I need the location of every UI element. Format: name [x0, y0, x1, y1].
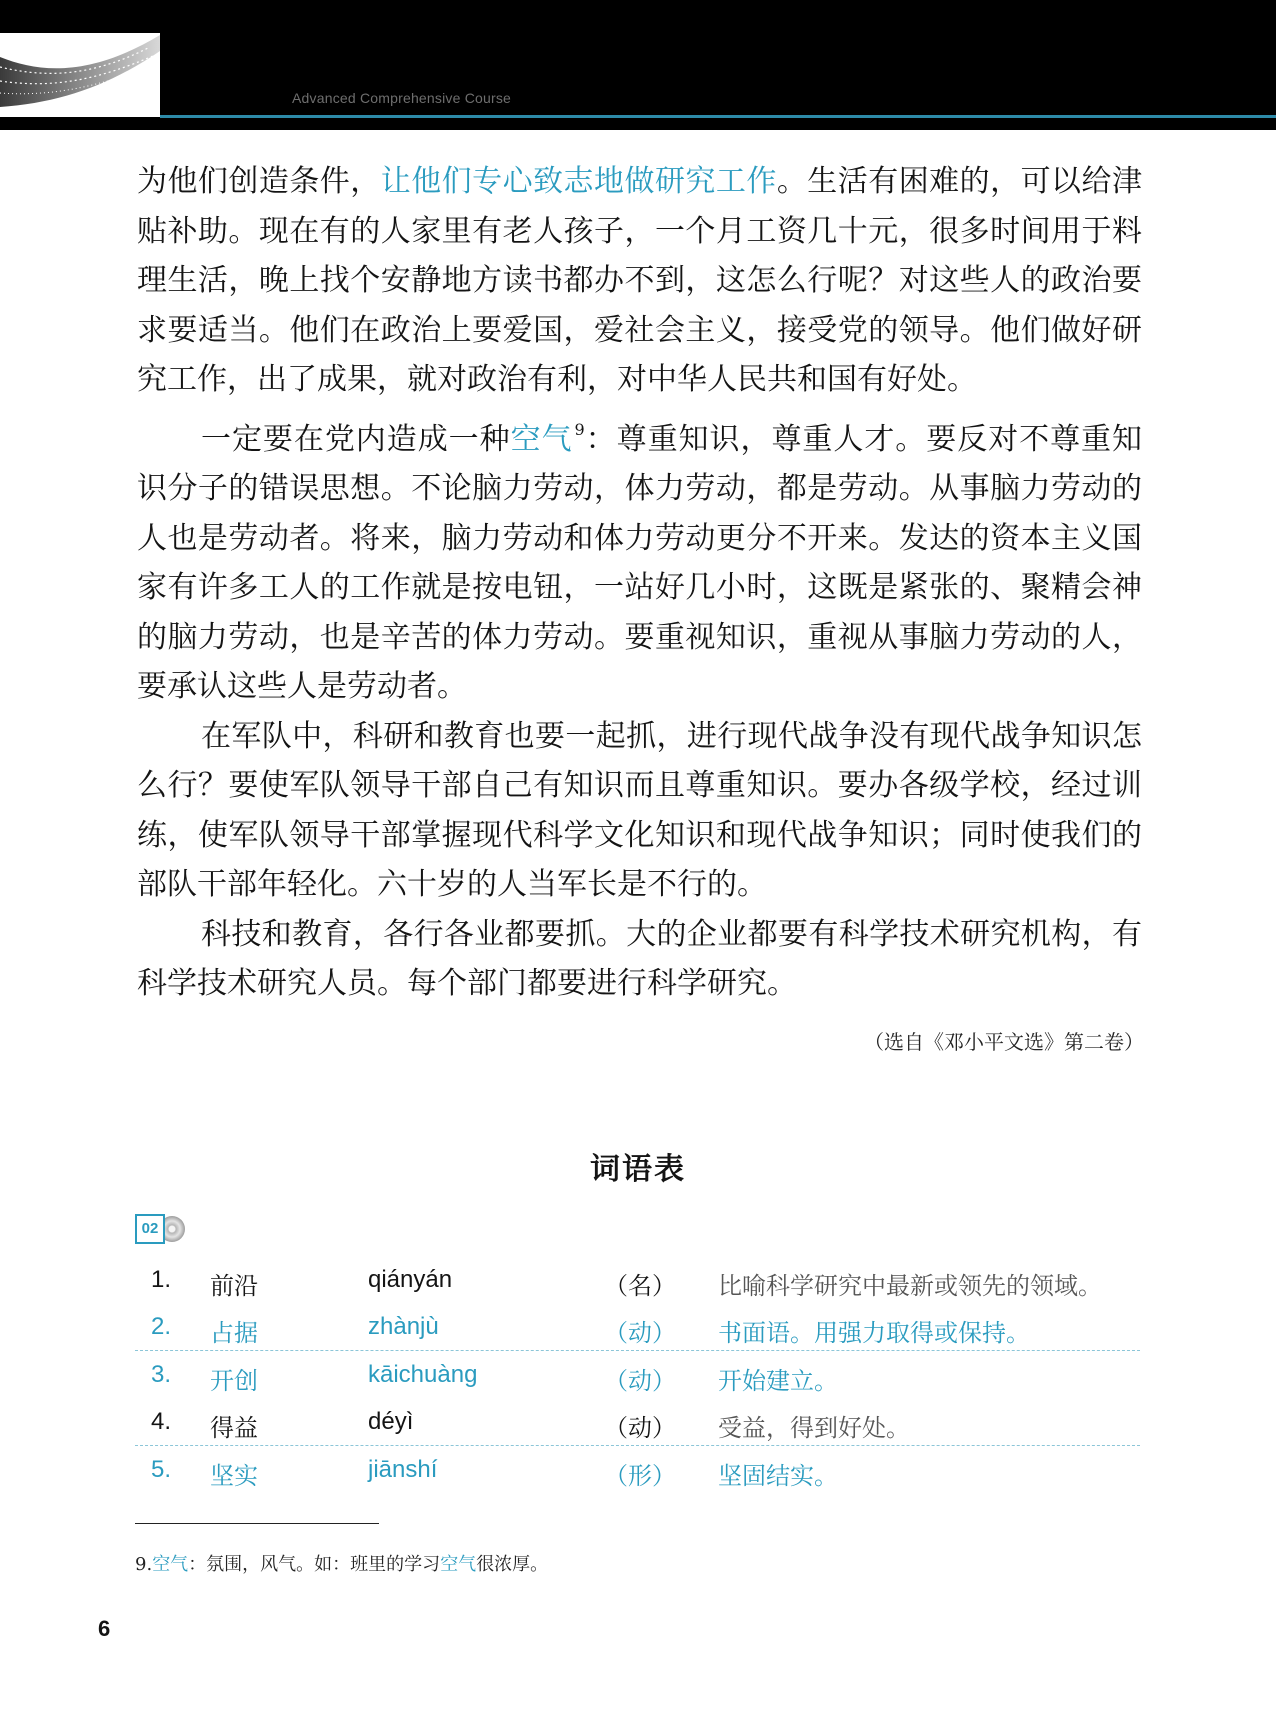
text-segment: 一定要在党内造成一种 — [201, 421, 511, 457]
footnote-example-end: 很浓厚。 — [476, 1554, 549, 1575]
paragraph-3 — [137, 712, 1142, 910]
vocab-row — [135, 1446, 1140, 1493]
audio-track-badge[interactable] — [135, 1214, 193, 1244]
highlighted-term: 空气 — [510, 421, 573, 457]
vocab-word: 开创 — [210, 1367, 258, 1395]
header-subtitle: Advanced Comprehensive Course — [292, 90, 512, 106]
vocab-part-of-speech: （动） — [604, 1414, 676, 1442]
vocab-definition: 书面语。用强力取得或保持。 — [718, 1319, 1030, 1347]
vocab-number: 5. — [151, 1456, 172, 1483]
text-segment: ：尊重知识，尊重人才。要反对不尊重知识分子的错误思想。不论脑力劳动，体力劳动，都是劳动。从事脑力劳动的人也是劳动者。将来，脑力劳动和体力劳动更分不开来。发达的资本主义国家有许多工人的工作就是按电钮，一站好几小时，这既是紧张的、聚精会神的脑力劳动，也是辛苦的体力劳动。要重视知识，重视从事脑力劳动的人，要承认这些人是劳动者。 — [137, 421, 1143, 704]
vocab-part-of-speech: （动） — [604, 1319, 676, 1347]
vocab-part-of-speech: （名） — [604, 1272, 676, 1300]
vocab-number: 4. — [151, 1408, 172, 1435]
vocab-row — [135, 1398, 1140, 1446]
vocab-pinyin: zhànjù — [368, 1313, 439, 1340]
source-citation: （选自《邓小平文选》第二卷） — [864, 1030, 1144, 1054]
footnote-term: 空气 — [152, 1554, 189, 1575]
vocab-pinyin: kāichuàng — [368, 1361, 478, 1388]
article-body — [137, 157, 1142, 1009]
vocab-word: 占据 — [210, 1319, 258, 1347]
vocab-number: 2. — [151, 1313, 172, 1340]
vocab-definition: 坚固结实。 — [718, 1462, 838, 1490]
track-number: 02 — [135, 1214, 165, 1244]
vocab-part-of-speech: （形） — [604, 1462, 676, 1490]
highlighted-phrase: 让他们专心致志地做研究工作 — [380, 164, 777, 199]
header-bar — [0, 0, 1276, 130]
vocab-row — [135, 1303, 1140, 1351]
vocab-row — [135, 1256, 1140, 1303]
vocab-number: 3. — [151, 1361, 172, 1388]
paragraph-2 — [137, 405, 1142, 712]
vocab-number: 1. — [151, 1266, 172, 1293]
footnote — [135, 1550, 548, 1576]
vocab-word: 前沿 — [210, 1272, 258, 1300]
header-accent-line — [160, 115, 1276, 118]
footnote-definition: ：氛围，风气。如：班里的学习 — [188, 1554, 441, 1575]
paragraph-4 — [137, 910, 1142, 1009]
vocab-title: 词语表 — [590, 1152, 686, 1187]
text-segment: 。生活有困难的，可以给津贴补助。现在有的人家里有老人孩子，一个月工资几十元，很多时间用于料理生活，晚上找个安静地方读书都办不到，这怎么行呢？对这些人的政治要求要适当。他们在政治上要爱国，爱社会主义，接受党的领导。他们做好研究工作，出了成果，就对政治有利，对中华人民共和国有好处。 — [137, 164, 1142, 397]
vocab-pinyin: déyì — [368, 1408, 414, 1435]
footnote-example-term: 空气 — [440, 1554, 477, 1575]
vocab-definition: 开始建立。 — [718, 1367, 838, 1395]
vocab-definition: 比喻科学研究中最新或领先的领域。 — [718, 1272, 1102, 1300]
paragraph-1 — [137, 157, 1142, 405]
vocab-row — [135, 1351, 1140, 1398]
vocab-word: 坚实 — [210, 1462, 258, 1490]
header-decorative-image — [0, 33, 160, 117]
vocab-part-of-speech: （动） — [604, 1367, 676, 1395]
vocab-pinyin: qiányán — [368, 1266, 453, 1293]
text-segment: 为他们创造条件， — [137, 164, 381, 199]
text-segment: 在军队中，科研和教育也要一起抓，进行现代战争没有现代战争知识怎么行？要使军队领导干部自己有知识而且尊重知识。要办各级学校，经过训练，使军队领导干部掌握现代科学文化知识和现代战争知识；同时使我们的部队干部年轻化。六十岁的人当军长是不行的。 — [137, 718, 1142, 902]
footnote-number: 9. — [135, 1554, 153, 1575]
text-segment: 科技和教育，各行各业都要抓。大的企业都要有科学技术研究机构，有科学技术研究人员。每个部门都要进行科学研究。 — [137, 916, 1142, 1001]
vocab-table — [135, 1256, 1140, 1493]
vocab-word: 得益 — [210, 1414, 258, 1442]
page-number: 6 — [98, 1616, 111, 1641]
vocab-pinyin: jiānshí — [368, 1456, 438, 1483]
footnote-marker[interactable]: 9 — [574, 419, 585, 439]
vocab-definition: 受益，得到好处。 — [718, 1414, 910, 1442]
footnote-divider — [135, 1523, 379, 1524]
